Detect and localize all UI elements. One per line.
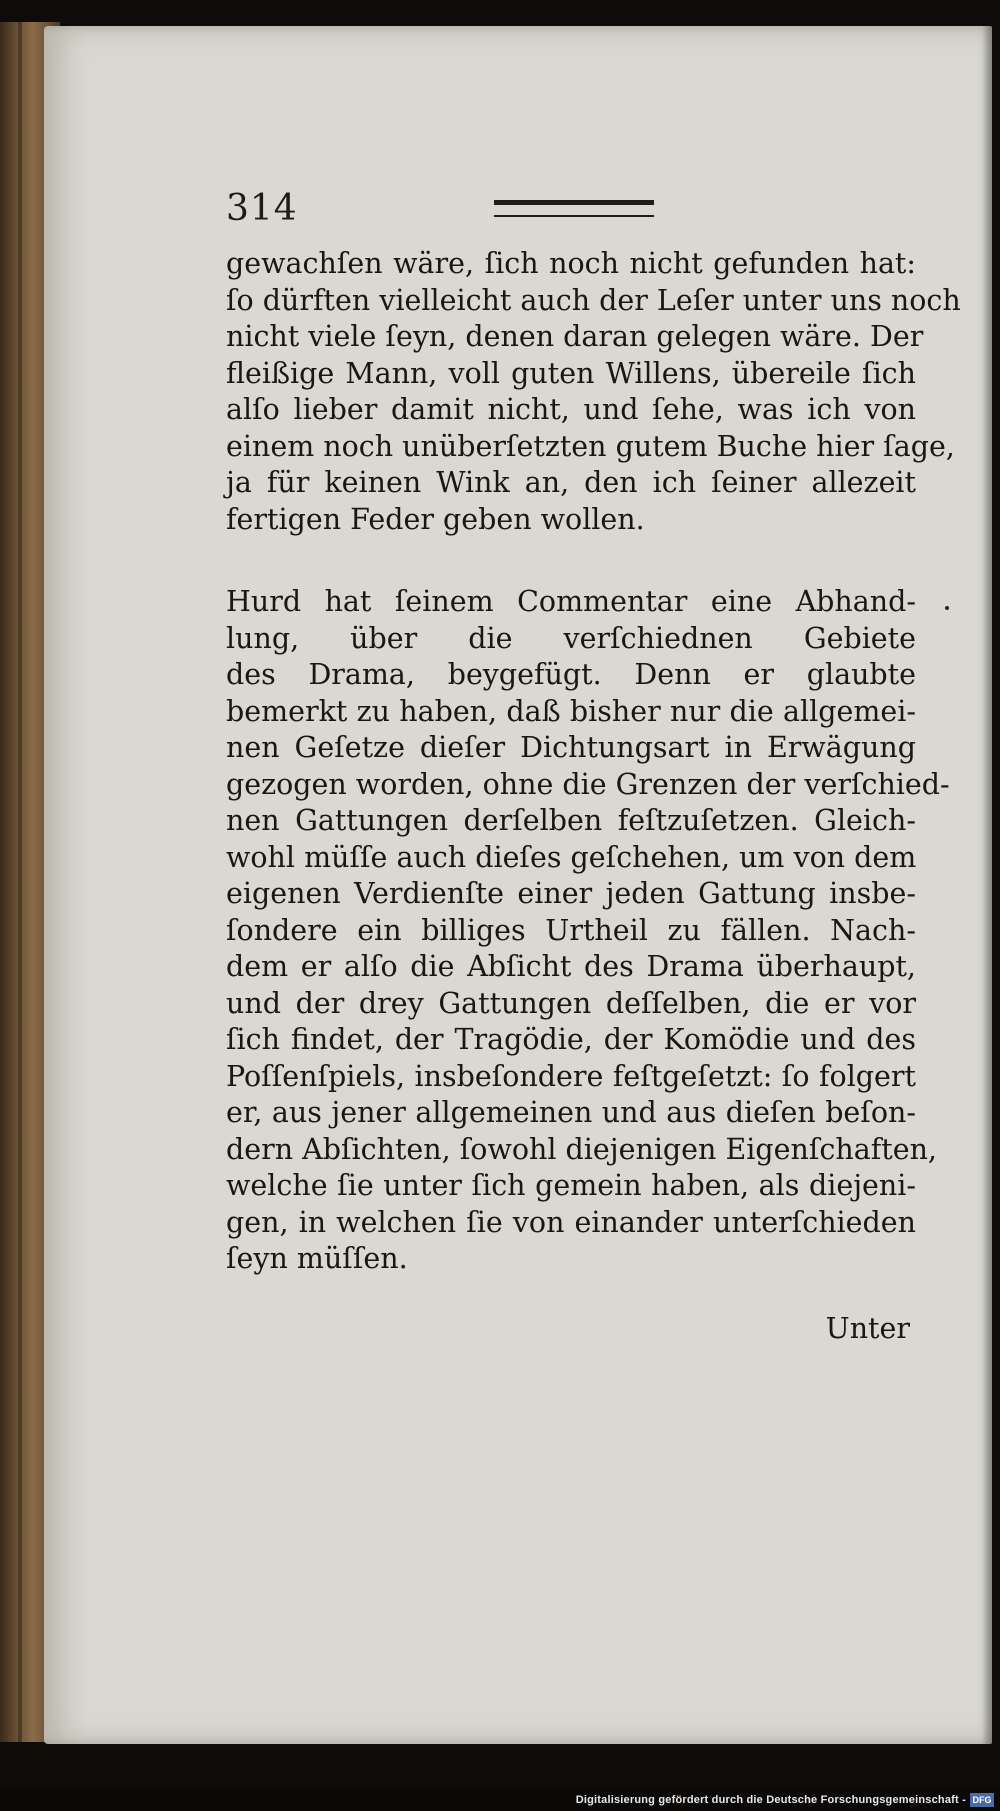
catchword: Unter — [825, 1312, 910, 1345]
text-line: fleißige Mann, voll guten Willens, übereile ſich — [226, 356, 916, 390]
dfg-logo: DFG — [970, 1793, 994, 1807]
page-edge-shadow — [982, 26, 992, 1744]
text-line: er, aus jener allgemeinen und aus dieſen beſon- — [226, 1096, 916, 1129]
text-line: ſo dürften vielleicht auch der Leſer unter uns noch — [226, 283, 961, 317]
text-line: dern Abſichten, ſowohl diejenigen Eigenſchaften, — [226, 1132, 937, 1166]
text-line: ſich findet, der Tragödie, der Komödie und des — [226, 1023, 916, 1056]
paragraph-1 — [226, 246, 961, 538]
text-line: welche ſie unter ſich gemein haben, als diejeni- — [226, 1169, 916, 1202]
text-line: gewachſen wäre, ſich noch nicht gefunden hat: — [226, 247, 916, 280]
text-line: nicht viele ſeyn, denen daran gelegen wäre. Der — [226, 320, 924, 353]
footer-bar — [0, 1787, 1000, 1811]
text-line: ſondere ein billiges Urtheil zu fällen. Nach- — [226, 913, 916, 947]
paragraph-2 — [226, 584, 950, 1278]
digitization-credit: Digitalisierung gefördert durch die Deutsche Forschungsgemeinschaft - — [575, 1794, 966, 1806]
header-ornament-rule — [494, 200, 654, 217]
text-line: Poſſenſpiels, insbeſondere feſtgeſetzt: ſo folgert — [226, 1059, 916, 1093]
text-line: bemerkt zu haben, daß bisher nur die allgemei- — [226, 694, 916, 728]
page-number: 314 — [226, 188, 298, 229]
text-line: wohl müſſe auch dieſes geſchehen, um von dem — [226, 840, 917, 874]
text-line: nen Geſetze dieſer Dichtungsart in Erwägung — [226, 731, 916, 764]
text-line: gen, in welchen ſie von einander unterſchieden — [226, 1205, 916, 1239]
text-line: ja für keinen Wink an, den ich ſeiner allezeit — [226, 466, 916, 499]
text-line: dem er alſo die Abſicht des Drama überhaupt, — [226, 950, 916, 983]
text-line: gezogen worden, ohne die Grenzen der verſchied- — [226, 767, 950, 801]
text-line: einem noch unüberſetzten gutem Buche hier ſage, — [226, 429, 955, 463]
text-line: lung, über die verſchiednen Gebiete — [226, 621, 916, 655]
text-line: ſeyn müſſen. — [226, 1242, 408, 1275]
text-line: fertigen Feder geben wollen. — [226, 502, 645, 536]
text-line: nen Gattungen derſelben feſtzuſetzen. Gleich- — [226, 804, 916, 837]
text-line: und der drey Gattungen deſſelben, die er vor — [226, 986, 916, 1020]
margin-mark — [945, 606, 949, 610]
text-line: Hurd hat ſeinem Commentar eine Abhand- — [226, 585, 916, 618]
text-line: eigenen Verdienſte einer jeden Gattung insbe- — [226, 877, 916, 910]
text-line: alſo lieber damit nicht, und ſehe, was ich von — [226, 393, 916, 426]
page-header — [226, 170, 916, 230]
text-line: des Drama, beygefügt. Denn er glaubte — [226, 658, 916, 691]
